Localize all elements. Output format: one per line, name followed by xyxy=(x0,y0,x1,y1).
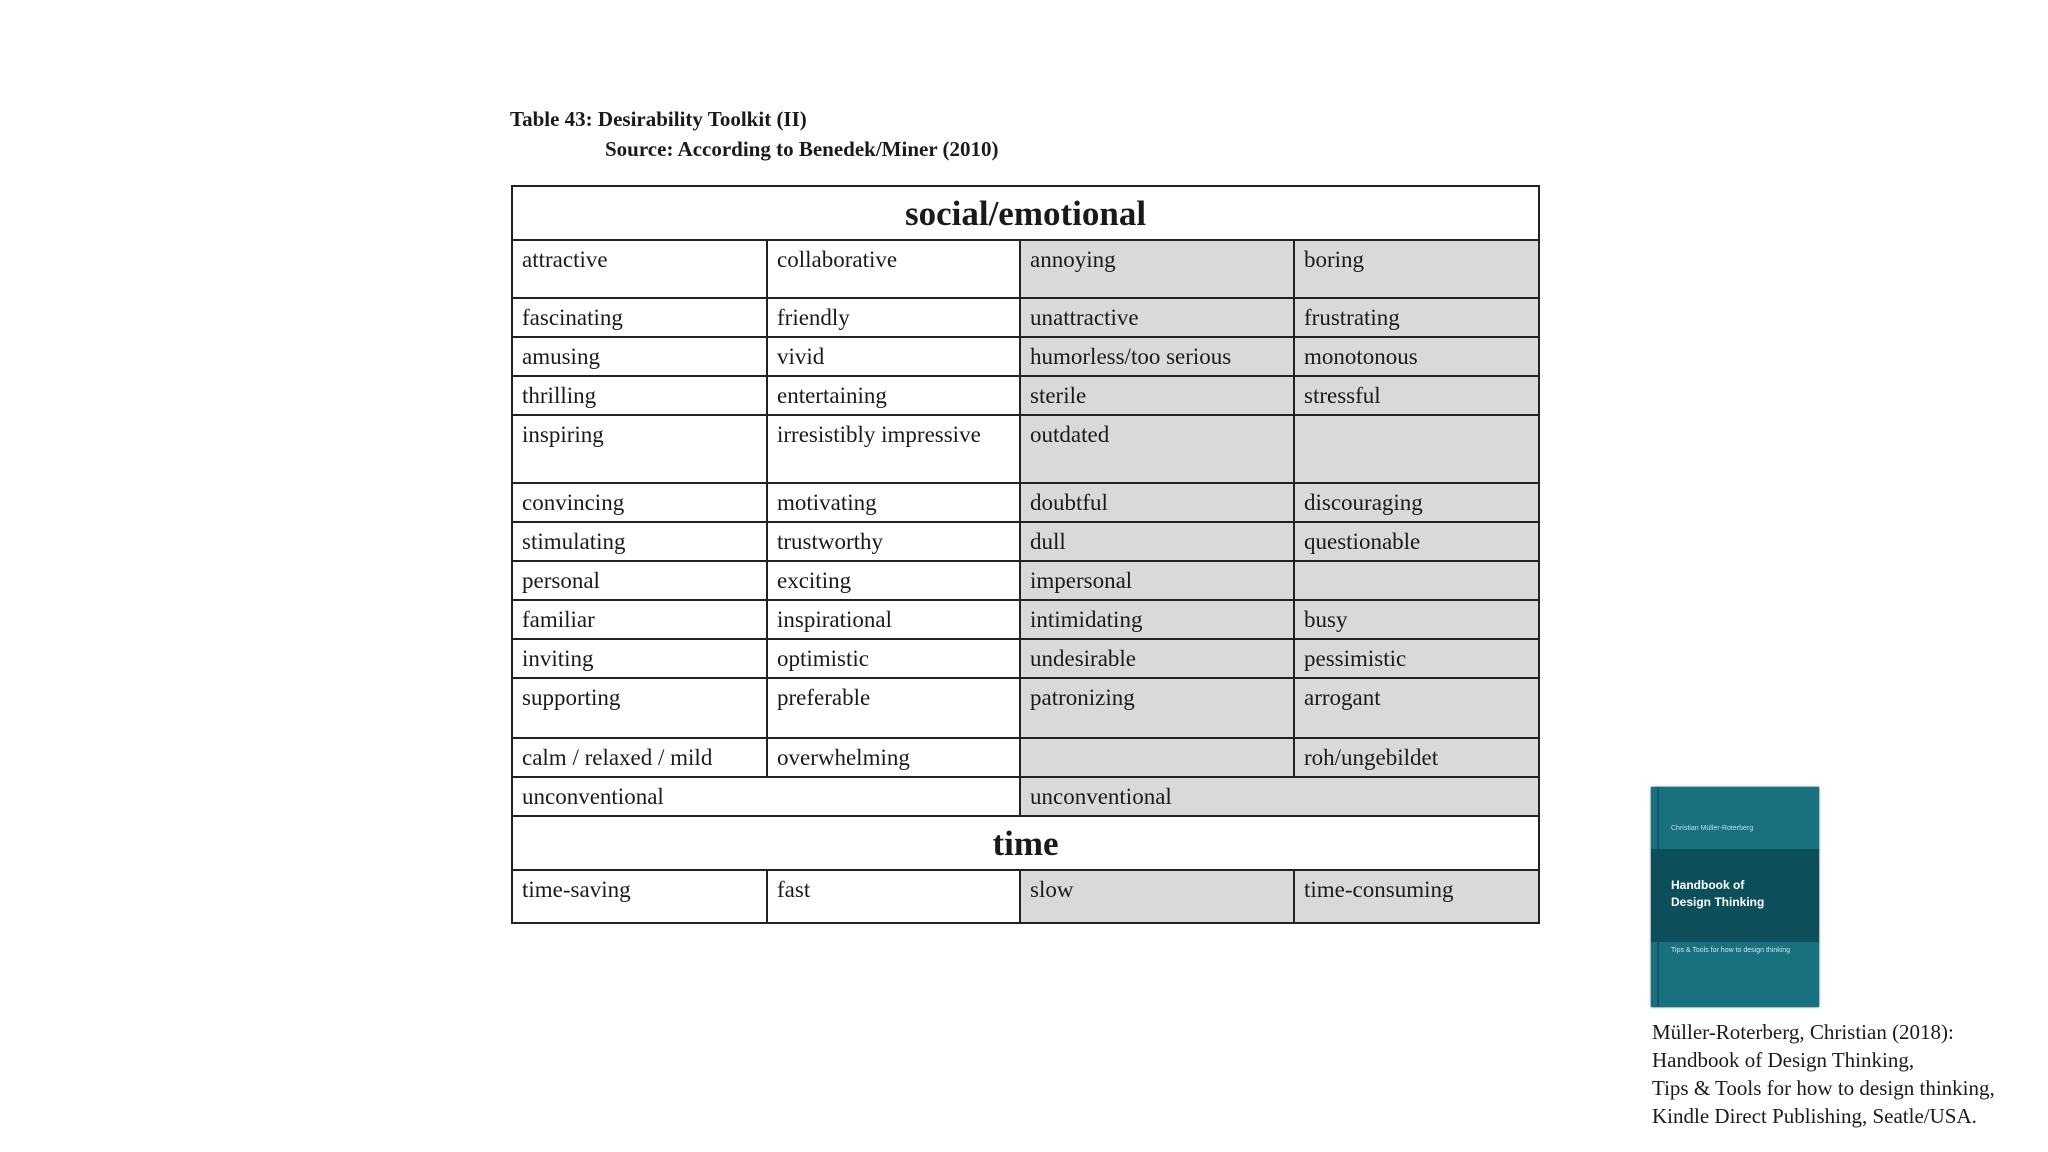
table-cell: calm / relaxed / mild xyxy=(512,738,767,777)
table-cell: discouraging xyxy=(1294,483,1539,522)
table-row xyxy=(512,240,1539,298)
table-cell: trustworthy xyxy=(767,522,1020,561)
table-cell: doubtful xyxy=(1020,483,1294,522)
table-row xyxy=(512,483,1539,522)
book-title xyxy=(1671,877,1764,911)
book-title-line: Design Thinking xyxy=(1671,895,1765,909)
table-cell: motivating xyxy=(767,483,1020,522)
reference-line: Handbook of Design Thinking, xyxy=(1652,1048,1915,1072)
table-cell: time-consuming xyxy=(1294,870,1539,923)
table-cell: outdated xyxy=(1020,415,1294,483)
table-cell xyxy=(1294,415,1539,483)
table-cell: busy xyxy=(1294,600,1539,639)
table-cell: roh/ungebildet xyxy=(1294,738,1539,777)
book-title-line: Handbook of xyxy=(1671,878,1745,892)
table-cell: convincing xyxy=(512,483,767,522)
table-row xyxy=(512,337,1539,376)
table-cell: supporting xyxy=(512,678,767,738)
table-cell: impersonal xyxy=(1020,561,1294,600)
table-cell: entertaining xyxy=(767,376,1020,415)
reference-line: Müller-Roterberg, Christian (2018): xyxy=(1652,1020,1954,1044)
table-cell: pessimistic xyxy=(1294,639,1539,678)
table-cell: dull xyxy=(1020,522,1294,561)
table-cell: slow xyxy=(1020,870,1294,923)
book-author: Christian Müller-Roterberg xyxy=(1671,825,1754,832)
table-cell: inviting xyxy=(512,639,767,678)
table-cell xyxy=(1294,561,1539,600)
table-row xyxy=(512,415,1539,483)
table-cell: friendly xyxy=(767,298,1020,337)
table-cell: thrilling xyxy=(512,376,767,415)
reference-line: Tips & Tools for how to design thinking, xyxy=(1652,1076,1995,1100)
table-cell: inspirational xyxy=(767,600,1020,639)
table-title: Table 43: Desirability Toolkit (II) xyxy=(510,107,807,131)
book-subtitle: Tips & Tools for how to design thinking xyxy=(1671,947,1791,954)
table-cell: personal xyxy=(512,561,767,600)
table-cell: inspiring xyxy=(512,415,767,483)
table-row xyxy=(512,600,1539,639)
table-cell: exciting xyxy=(767,561,1020,600)
reference-line: Kindle Direct Publishing, Seatle/USA. xyxy=(1652,1104,1977,1128)
book-cover-image xyxy=(1651,787,1819,1007)
desirability-table xyxy=(511,185,1540,924)
table-cell: unconventional xyxy=(1020,777,1539,816)
table-cell xyxy=(1020,738,1294,777)
table-cell: intimidating xyxy=(1020,600,1294,639)
table-cell: questionable xyxy=(1294,522,1539,561)
table-cell: undesirable xyxy=(1020,639,1294,678)
section-header-social: social/emotional xyxy=(512,186,1539,240)
table-source: Source: According to Benedek/Miner (2010) xyxy=(605,137,999,161)
table-cell: patronizing xyxy=(1020,678,1294,738)
table-row xyxy=(512,298,1539,337)
table-cell: humorless/too serious xyxy=(1020,337,1294,376)
table-cell: unattractive xyxy=(1020,298,1294,337)
table-cell: sterile xyxy=(1020,376,1294,415)
table-row xyxy=(512,738,1539,777)
table-caption xyxy=(510,104,999,164)
table-cell: boring xyxy=(1294,240,1539,298)
table-cell: fascinating xyxy=(512,298,767,337)
table-row xyxy=(512,678,1539,738)
table-cell: irresistibly impressive xyxy=(767,415,1020,483)
table-cell: collaborative xyxy=(767,240,1020,298)
table-row xyxy=(512,777,1539,816)
table-row xyxy=(512,639,1539,678)
table-cell: unconventional xyxy=(512,777,1020,816)
table-cell: stressful xyxy=(1294,376,1539,415)
table-row xyxy=(512,376,1539,415)
table-row xyxy=(512,870,1539,923)
table-cell: familiar xyxy=(512,600,767,639)
table-row xyxy=(512,561,1539,600)
table-cell: preferable xyxy=(767,678,1020,738)
book-reference xyxy=(1652,1018,1995,1130)
table-cell: frustrating xyxy=(1294,298,1539,337)
table-cell: attractive xyxy=(512,240,767,298)
table-cell: amusing xyxy=(512,337,767,376)
table-cell: optimistic xyxy=(767,639,1020,678)
section-header-time: time xyxy=(512,816,1539,870)
table-cell: stimulating xyxy=(512,522,767,561)
table-row xyxy=(512,522,1539,561)
table-cell: monotonous xyxy=(1294,337,1539,376)
table-cell: overwhelming xyxy=(767,738,1020,777)
table-cell: arrogant xyxy=(1294,678,1539,738)
table-cell: time-saving xyxy=(512,870,767,923)
table-cell: vivid xyxy=(767,337,1020,376)
table-cell: fast xyxy=(767,870,1020,923)
table-cell: annoying xyxy=(1020,240,1294,298)
